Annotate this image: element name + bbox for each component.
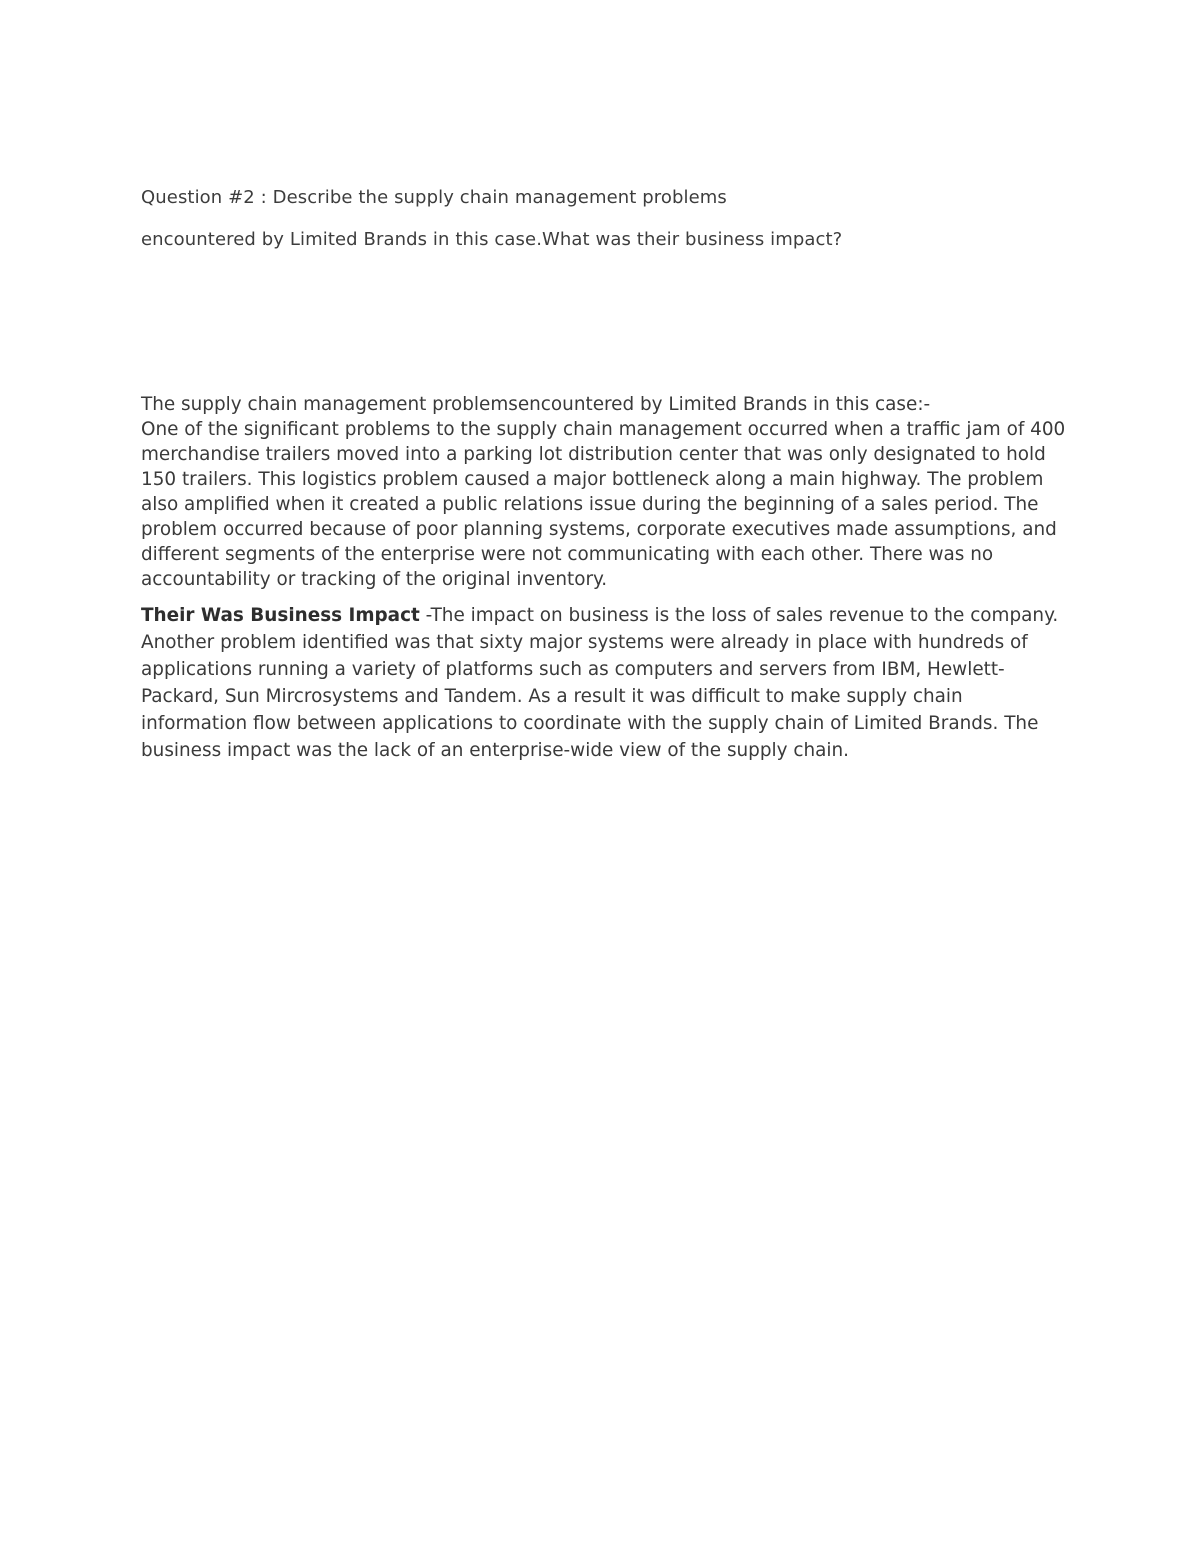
- question-line-2: encountered by Limited Brands in this case.What was their business impact?: [141, 229, 843, 250]
- answer-block: [141, 392, 1071, 764]
- answer-intro: The supply chain management problemsencountered by Limited Brands in this case:-: [141, 394, 931, 415]
- answer-paragraph-impact: [141, 602, 1071, 764]
- answer-paragraph-problems: One of the significant problems to the supply chain management occurred when a traffic jam of 400 merchandise trailers moved into a parking lot distribution center that was only designated to hold 150 trailers. This logistics problem caused a major bottleneck along a main highway. The problem also amplified when it created a public relations issue during the beginning of a sales period. The problem occurred because of poor planning systems, corporate executives made assumptions, and different segments of the enterprise were not communicating with each other. There was no accountability or tracking of the original inventory.: [141, 419, 1066, 590]
- impact-heading: Their Was Business Impact: [141, 605, 420, 626]
- question-line-1: Question #2 : Describe the supply chain management problems: [141, 187, 727, 208]
- impact-text: -The impact on business is the loss of sales revenue to the company. Another problem identified was that sixty major systems were already in place with hundreds of applications running a variety of platforms such as computers and servers from IBM, Hewlett-Packard, Sun Mircrosystems and Tandem. As a result it was difficult to make supply chain information flow between applications to coordinate with the supply chain of Limited Brands. The business impact was the lack of an enterprise-wide view of the supply chain.: [141, 605, 1059, 761]
- question-block: [141, 185, 1081, 253]
